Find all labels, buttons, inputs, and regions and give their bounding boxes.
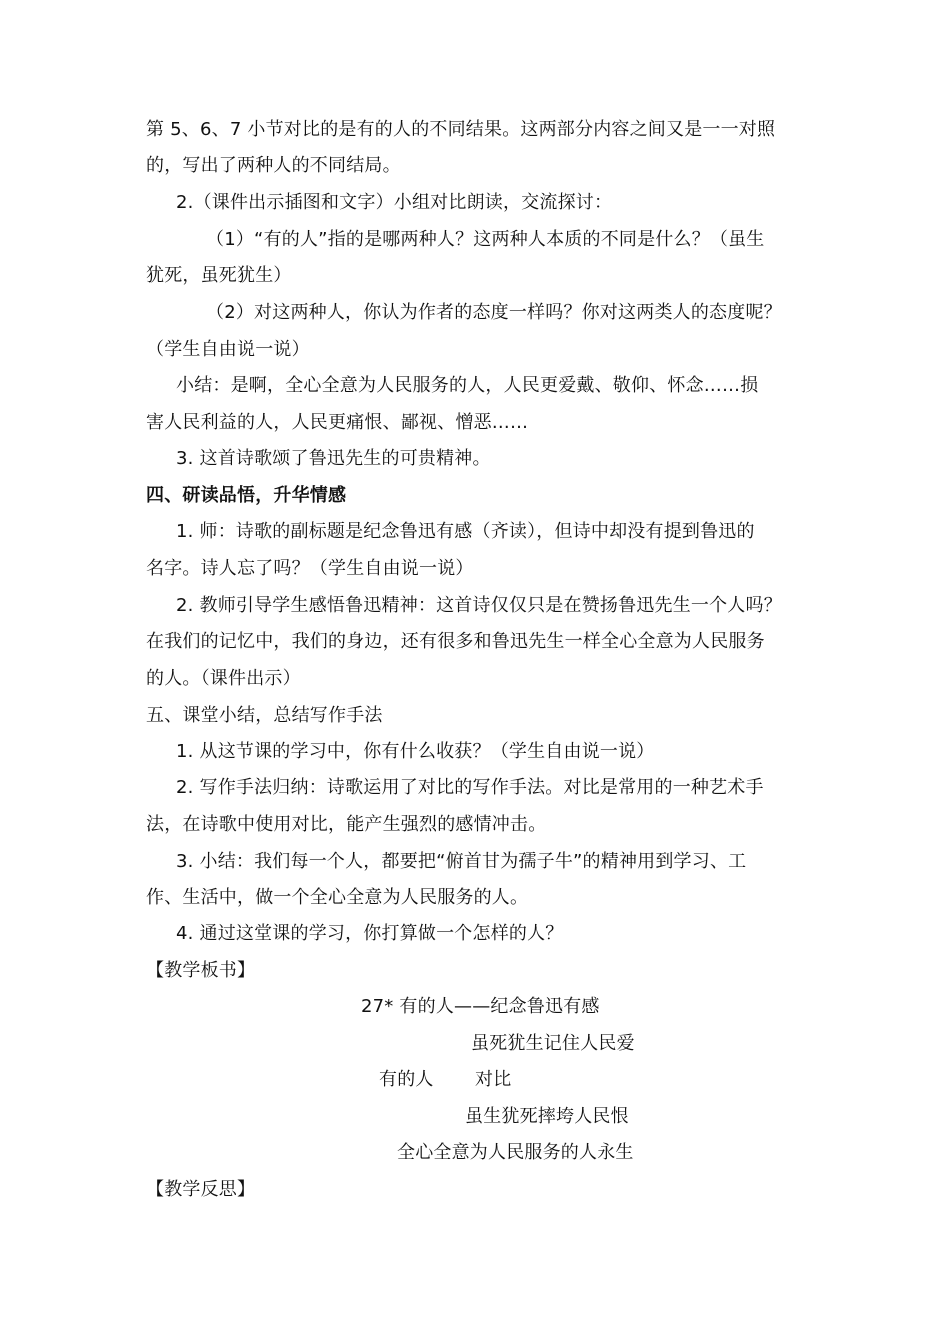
board-footer-line: 全心全意为人民服务的人永生	[397, 1142, 634, 1163]
body-line: （2）对这两种人，你认为作者的态度一样吗？你对这两类人的态度呢？	[206, 302, 782, 323]
body-line: （学生自由说一说）	[146, 339, 310, 360]
body-line: 小结：是啊，全心全意为人民服务的人，人民更爱戴、敬仰、怀念……损	[176, 375, 759, 396]
body-line: 的人。（课件出示）	[146, 668, 301, 689]
body-line: 在我们的记忆中，我们的身边，还有很多和鲁迅先生一样全心全意为人民服务	[146, 631, 765, 652]
body-line: 的，写出了两种人的不同结局。	[146, 155, 401, 176]
body-line: 3. 小结：我们每一个人，都要把“俯首甘为孺子牛”的精神用到学习、工	[176, 851, 747, 872]
board-title: 27* 有的人——纪念鲁迅有感	[361, 996, 600, 1017]
board-top-line: 虽死犹生记住人民爱	[471, 1033, 635, 1054]
body-line: 法，在诗歌中使用对比，能产生强烈的感情冲击。	[146, 814, 547, 835]
body-line: 害人民利益的人，人民更痛恨、鄙视、憎恶……	[146, 412, 529, 433]
body-line: 2. 教师引导学生感悟鲁迅精神：这首诗仅仅只是在赞扬鲁迅先生一个人吗？	[176, 595, 782, 616]
body-line: 2. 写作手法归纳：诗歌运用了对比的写作手法。对比是常用的一种艺术手	[176, 777, 764, 798]
body-line: 1. 从这节课的学习中，你有什么收获？（学生自由说一说）	[176, 741, 655, 762]
board-bottom-line: 虽生犹死摔垮人民恨	[465, 1106, 629, 1127]
body-line: （1）“有的人”指的是哪两种人？这两种人本质的不同是什么？（虽生	[206, 229, 765, 250]
board-heading: 【教学板书】	[146, 960, 256, 981]
body-line: 1. 师：诗歌的副标题是纪念鲁迅有感（齐读），但诗中却没有提到鲁迅的	[176, 521, 755, 542]
body-line: 名字。诗人忘了吗？（学生自由说一说）	[146, 558, 474, 579]
body-line: 4. 通过这堂课的学习，你打算做一个怎样的人？	[176, 923, 564, 944]
section-heading: 四、研读品悟，升华情感	[146, 485, 347, 506]
body-line: 3. 这首诗歌颂了鲁迅先生的可贵精神。	[176, 448, 491, 469]
body-line: 2.（课件出示插图和文字）小组对比朗读，交流探讨：	[176, 192, 613, 213]
body-line: 犹死，虽死犹生）	[146, 265, 292, 286]
body-line: 第 5、6、7 小节对比的是有的人的不同结果。这两部分内容之间又是一一对照	[146, 119, 776, 140]
body-line: 作、生活中，做一个全心全意为人民服务的人。	[146, 887, 529, 908]
board-middle-label: 对比	[475, 1069, 512, 1090]
section-heading: 五、课堂小结，总结写作手法	[146, 705, 383, 726]
reflection-heading: 【教学反思】	[146, 1179, 256, 1200]
board-left-label: 有的人	[379, 1069, 434, 1090]
